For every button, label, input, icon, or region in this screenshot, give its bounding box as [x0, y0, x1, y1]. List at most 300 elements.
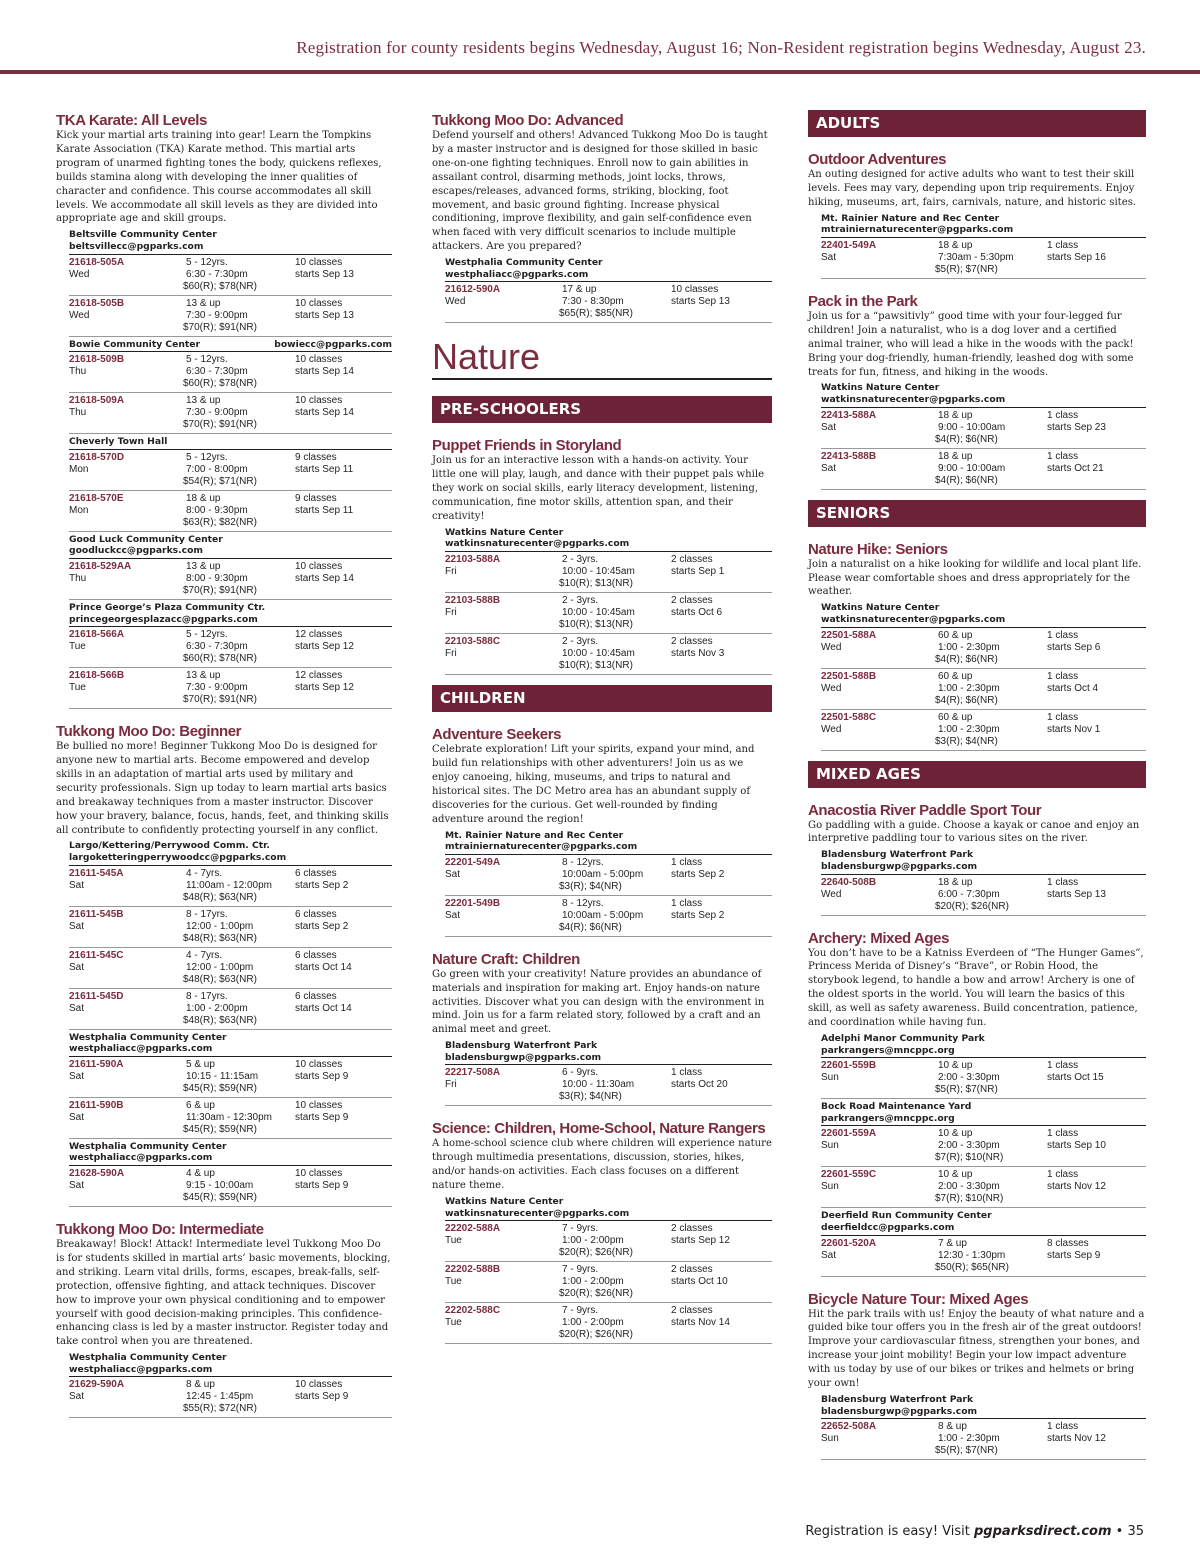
location-header	[821, 213, 1146, 238]
class-time: 10:00 - 10:45am	[562, 607, 635, 619]
class-count: 1 class	[1047, 1128, 1079, 1140]
class-time: 10:15 - 11:15am	[186, 1070, 259, 1082]
location-name: Bladensburg Waterfront Park	[821, 849, 974, 861]
location-header	[69, 1032, 392, 1057]
class-start: starts Oct 14	[295, 961, 352, 973]
class-age: 8 - 17yrs.	[186, 990, 228, 1002]
class-fee: $4(R); $6(NR)	[935, 433, 998, 445]
section-band-mixed-ages: MIXED AGES	[808, 761, 1146, 788]
location-email[interactable]: goodluckcc@pgparks.com	[69, 545, 203, 557]
class-count: 2 classes	[671, 636, 713, 648]
class-start: starts Sep 9	[1047, 1249, 1101, 1261]
class-day: Sat	[69, 1180, 85, 1191]
class-age: 60 & up	[938, 711, 973, 723]
location-header	[69, 339, 392, 353]
class-age: 60 & up	[938, 670, 973, 682]
class-row	[69, 491, 392, 532]
program-description: You don’t have to be a Katniss Everdeen of “The Hunger Games”, Princess Merida of Disney’s “Brave”, or Robin Hood, the storybook legend, to handle a bow and arrow! Archery is one of the oldest sports in the world. You will learn the basics of this skill, as well as safety awareness. Build concentration, patience, and coordination while having fun.	[808, 947, 1144, 1029]
class-age: 5 - 12yrs.	[186, 354, 228, 366]
class-row	[445, 855, 772, 896]
class-count: 1 class	[1047, 670, 1079, 682]
class-row	[69, 450, 392, 491]
location-name: Prince George’s Plaza Community Ctr.	[69, 601, 266, 613]
class-row	[821, 875, 1146, 916]
class-day: Wed	[69, 309, 90, 321]
class-time: 9:00 - 10:00am	[938, 462, 1006, 474]
location-email[interactable]: mtrainiernaturecenter@pgparks.com	[445, 841, 638, 853]
class-start: starts Sep 9	[295, 1070, 349, 1082]
class-row	[69, 989, 392, 1030]
class-row	[821, 1167, 1146, 1208]
class-count: 12 classes	[295, 629, 343, 641]
location-header	[821, 1101, 1146, 1126]
class-count: 2 classes	[671, 595, 713, 607]
class-fee: $4(R); $6(NR)	[935, 694, 998, 706]
class-day: Fri	[445, 566, 457, 578]
program-title: Science: Children, Home-School, Nature Rangers	[432, 1120, 766, 1138]
class-count: 10 classes	[295, 354, 343, 366]
class-time: 1:00 - 2:00pm	[186, 1002, 248, 1014]
location-name: Watkins Nature Center	[821, 602, 940, 614]
class-age: 7 - 9yrs.	[562, 1305, 599, 1317]
page-number: • 35	[1111, 1524, 1144, 1539]
program-section	[808, 930, 1146, 1277]
location-name: Deerfield Run Community Center	[821, 1210, 992, 1222]
class-code: 21611-545B	[69, 908, 124, 920]
class-count: 10 classes	[295, 256, 343, 268]
class-fee: $50(R); $65(NR)	[935, 1261, 1009, 1273]
location-name: Westphalia Community Center	[445, 257, 603, 269]
program-description: Go paddling with a guide. Choose a kayak or canoe and enjoy an interpretive paddling tour to various sites on the river.	[808, 819, 1140, 845]
program-title: Adventure Seekers	[432, 726, 562, 744]
location-row	[69, 339, 392, 351]
location-header	[821, 1210, 1146, 1235]
program-description: A home-school science club where children will experience nature through multimedia presentations, discussion, stories, hikes, and/or hands-on activities. Each class focuses on a different nature theme.	[432, 1138, 772, 1192]
class-day: Sun	[821, 1140, 839, 1152]
class-row	[821, 1236, 1146, 1277]
class-day: Wed	[821, 641, 842, 653]
class-count: 9 classes	[295, 451, 337, 463]
location-header	[821, 849, 1146, 874]
program-section	[56, 723, 392, 1207]
class-fee: $63(R); $82(NR)	[183, 516, 257, 528]
class-code: 21612-590A	[445, 284, 501, 296]
class-start: starts Sep 14	[295, 366, 354, 378]
class-row	[821, 669, 1146, 710]
location-name: Bowie Community Center	[69, 338, 201, 350]
class-code: 22201-549A	[445, 856, 501, 868]
class-fee: $7(R); $10(NR)	[935, 1193, 1004, 1205]
class-count: 1 class	[1047, 711, 1079, 723]
class-count: 1 class	[1047, 629, 1079, 641]
class-time: 11:00am - 12:00pm	[186, 879, 272, 891]
class-code: 22201-549B	[445, 897, 501, 909]
location-email[interactable]: westphaliacc@pgparks.com	[445, 268, 589, 280]
class-code: 21628-590A	[69, 1168, 125, 1179]
class-code: 22103-588C	[445, 636, 501, 648]
program-description: Kick your martial arts training into gear! Learn the Tompkins Karate Association (TKA) Karate method. This martial arts program of unarmed fighting tones the body, quickens reflexes, builds stamina along with developing the inner qualities of character and confidence. This course accommodates all skill levels. We accommodate all skill levels as they are divided into appropriate age and skill groups.	[56, 130, 382, 225]
class-age: 4 - 7yrs.	[186, 949, 223, 961]
class-count: 2 classes	[671, 1223, 713, 1235]
class-start: starts Sep 2	[671, 868, 725, 880]
class-row	[445, 1262, 772, 1303]
footer-text: Registration is easy! Visit	[805, 1524, 974, 1539]
class-time: 10:00am - 5:00pm	[562, 909, 644, 921]
class-row	[821, 238, 1146, 279]
class-fee: $20(R); $26(NR)	[935, 900, 1009, 912]
class-fee: $45(R); $59(NR)	[183, 1082, 257, 1094]
class-row	[821, 710, 1146, 751]
location-email[interactable]: mtrainiernaturecenter@pgparks.com	[821, 224, 1014, 236]
class-start: starts Nov 12	[1047, 1433, 1106, 1445]
class-time: 1:00 - 2:30pm	[938, 682, 1000, 694]
location-name: Watkins Nature Center	[821, 382, 940, 394]
class-row	[69, 296, 392, 337]
class-time: 1:00 - 2:30pm	[938, 1433, 1000, 1445]
location-email[interactable]: deerfieldcc@pgparks.com	[821, 1221, 955, 1233]
program-title: Tukkong Moo Do: Beginner	[56, 723, 242, 741]
class-age: 18 & up	[938, 409, 973, 421]
class-start: starts Sep 14	[295, 407, 354, 419]
class-row	[69, 866, 392, 907]
class-age: 5 - 12yrs.	[186, 451, 228, 463]
program-section	[56, 112, 392, 709]
class-day: Sat	[821, 421, 837, 433]
location-header	[821, 1394, 1146, 1419]
location-name: Bladensburg Waterfront Park	[821, 1393, 974, 1405]
class-code: 22202-588B	[445, 1264, 501, 1276]
location-name: Bladensburg Waterfront Park	[445, 1040, 598, 1052]
class-fee: $65(R); $85(NR)	[559, 308, 633, 320]
class-age: 13 & up	[186, 670, 221, 682]
class-start: starts Sep 16	[1047, 251, 1106, 263]
class-fee: $20(R); $26(NR)	[559, 1247, 633, 1259]
class-start: starts Sep 9	[295, 1111, 349, 1123]
class-fee: $10(R); $13(NR)	[559, 619, 633, 631]
class-count: 1 class	[1047, 239, 1079, 251]
class-row	[445, 1221, 772, 1262]
page-footer	[805, 1524, 1144, 1539]
class-day: Wed	[445, 296, 466, 308]
class-start: starts Sep 12	[295, 682, 354, 694]
class-code: 21611-590A	[69, 1058, 124, 1070]
column-right	[808, 110, 1146, 1470]
location-header	[821, 1033, 1146, 1058]
class-day: Sat	[821, 462, 837, 474]
class-start: starts Sep 2	[671, 909, 725, 921]
program-title: Tukkong Moo Do: Advanced	[432, 112, 624, 129]
footer-site-link[interactable]: pgparksdirect.com	[974, 1524, 1112, 1539]
class-fee: $5(R); $7(NR)	[935, 1445, 998, 1457]
location-email[interactable]: watkinsnaturecenter@pgparks.com	[445, 538, 630, 550]
class-day: Sat	[69, 961, 85, 973]
class-time: 2:00 - 3:30pm	[938, 1140, 1000, 1152]
class-start: starts Sep 13	[295, 268, 354, 280]
location-name: Largo/Kettering/Perrywood Comm. Ctr.	[69, 840, 270, 852]
class-count: 6 classes	[295, 990, 337, 1002]
class-age: 5 - 12yrs.	[186, 256, 228, 268]
class-code: 21618-505A	[69, 256, 125, 268]
class-fee: $10(R); $13(NR)	[559, 660, 633, 672]
location-name: Bock Road Maintenance Yard	[821, 1101, 972, 1113]
class-start: starts Sep 9	[295, 1180, 349, 1191]
program-description: Join us for a “pawsitivly” good time with your four-legged fur children! Join a naturalist, who is a dog lover and a certified animal trainer, who will lead a hike in the woods with the pack! Bring your dog-friendly, human-friendly, leashed dog with some treats for fun, fitness, and hiking in the woods.	[808, 310, 1134, 378]
class-start: starts Sep 11	[295, 504, 354, 516]
class-day: Tue	[69, 682, 86, 694]
class-time: 12:00 - 1:00pm	[186, 920, 254, 932]
class-time: 7:30 - 8:30pm	[562, 296, 624, 308]
class-count: 1 class	[1047, 1060, 1079, 1072]
class-count: 1 class	[1047, 450, 1079, 462]
class-age: 8 - 17yrs.	[186, 908, 228, 920]
class-count: 8 classes	[1047, 1237, 1089, 1249]
location-email[interactable]: parkrangers@mncppc.org	[821, 1112, 955, 1124]
class-row	[69, 1166, 392, 1207]
class-count: 1 class	[671, 856, 703, 868]
location-email[interactable]: princegeorgesplazacc@pgparks.com	[69, 613, 258, 625]
class-age: 13 & up	[186, 560, 221, 572]
class-start: starts Nov 3	[671, 648, 725, 660]
class-day: Sat	[69, 920, 85, 932]
class-age: 4 - 7yrs.	[186, 867, 223, 879]
nature-heading: Nature	[432, 337, 772, 380]
class-start: starts Oct 14	[295, 1002, 352, 1014]
class-fee: $45(R); $59(NR)	[183, 1192, 257, 1203]
class-time: 10:00am - 5:00pm	[562, 868, 644, 880]
class-start: starts Sep 23	[1047, 421, 1106, 433]
class-time: 12:30 - 1:30pm	[938, 1249, 1006, 1261]
class-day: Sat	[69, 879, 85, 891]
class-row	[69, 907, 392, 948]
class-count: 10 classes	[295, 395, 343, 407]
class-start: starts Nov 1	[1047, 723, 1101, 735]
class-count: 1 class	[1047, 876, 1079, 888]
class-count: 1 class	[671, 897, 703, 909]
program-title: Bicycle Nature Tour: Mixed Ages	[808, 1290, 1029, 1308]
class-code: 21629-590A	[69, 1379, 125, 1391]
class-day: Wed	[69, 268, 90, 280]
class-day: Sat	[69, 1002, 85, 1014]
location-name: Westphalia Community Center	[69, 1031, 227, 1043]
class-age: 8 & up	[186, 1379, 215, 1391]
location-header	[69, 840, 392, 865]
program-title: Nature Hike: Seniors	[808, 540, 948, 558]
class-start: starts Nov 12	[1047, 1181, 1106, 1193]
program-description: Hit the park trails with us! Enjoy the beauty of what nature and a guided bike tour offers you in the fresh air of the great outdoors! Improve your cardiovascular fitness, strengthen your bones, and increase your joint mobility! Begin your low impact adventure with us today by use of our bikes or trikes and helmets or bring your own!	[808, 1308, 1145, 1390]
location-email[interactable]: watkinsnaturecenter@pgparks.com	[821, 394, 1006, 406]
location-name: Mt. Rainier Nature and Rec Center	[821, 212, 1000, 224]
class-count: 10 classes	[671, 284, 719, 296]
class-fee: $70(R); $91(NR)	[183, 419, 257, 431]
class-age: 2 - 3yrs.	[562, 554, 599, 566]
location-header	[821, 602, 1146, 627]
location-email[interactable]: westphaliacc@pgparks.com	[69, 1152, 213, 1164]
location-email[interactable]: beltsvillecc@pgparks.com	[69, 240, 204, 252]
class-row	[445, 1303, 772, 1344]
class-row	[69, 352, 392, 393]
class-start: starts Oct 21	[1047, 462, 1104, 474]
class-code: 21618-509A	[69, 395, 125, 407]
program-description: Go green with your creativity! Nature provides an abundance of materials and inspiration for making art. Enjoy hands-on nature activities. Discover what you can design with the environment in mind. Join us for a farm related story, followed by a craft and an animal meet and greet.	[432, 968, 765, 1036]
class-code: 21618-570E	[69, 492, 124, 504]
location-header	[69, 436, 392, 450]
class-age: 7 & up	[938, 1237, 967, 1249]
class-start: starts Sep 6	[1047, 641, 1101, 653]
program-title: Nature Craft: Children	[432, 950, 580, 968]
location-header	[445, 1040, 772, 1065]
class-day: Sat	[821, 1249, 837, 1261]
program-title: Puppet Friends in Storyland	[432, 437, 622, 455]
class-start: starts Oct 10	[671, 1276, 728, 1288]
class-count: 2 classes	[671, 554, 713, 566]
location-email[interactable]: westphaliacc@pgparks.com	[69, 1043, 213, 1055]
location-header	[69, 1141, 392, 1166]
class-age: 8 & up	[938, 1421, 967, 1433]
class-row	[69, 1057, 392, 1098]
class-fee: $48(R); $63(NR)	[183, 932, 257, 944]
class-row	[821, 1058, 1146, 1099]
program-title: Outdoor Adventures	[808, 151, 947, 168]
class-start: starts Sep 13	[671, 296, 730, 308]
class-row	[821, 408, 1146, 449]
column-left	[56, 110, 392, 1428]
class-fee: $3(R); $4(NR)	[559, 1091, 622, 1103]
program-title: Pack in the Park	[808, 292, 918, 310]
class-code: 22413-588B	[821, 450, 877, 462]
class-start: starts Oct 4	[1047, 682, 1099, 694]
registration-banner: Registration for county residents begins Wednesday, August 16; Non-Resident registration begins Wednesday, August 23.	[296, 38, 1146, 57]
class-day: Sun	[821, 1072, 839, 1084]
program-description: Defend yourself and others! Advanced Tukkong Moo Do is taught by a master instructor and is designed for those skilled in basic one-on-one fighting techniques. Enroll now to gain abilities in assailant control, disarming methods, joint locks, throws, escapes/releases, advanced forms, striking, blocking, foot movement, and basic ground fighting. Increase physical conditioning, improve flexibility, and gain self-confidence even when faced with very difficult scenarios to include multiple attackers. Are you prepared?	[432, 130, 768, 253]
program-description: Join us for an interactive lesson with a hands-on activity. Your little one will play, laugh, and dance with their puppet pals while they work on social skills, early literacy development, listening, communication, fine motor skills, attention span, and their creativity!	[432, 455, 765, 522]
class-day: Mon	[69, 463, 89, 475]
class-start: starts Sep 13	[1047, 888, 1106, 900]
class-age: 10 & up	[938, 1169, 973, 1181]
location-email[interactable]: westphaliacc@pgparks.com	[69, 1363, 213, 1375]
class-code: 21611-545C	[69, 949, 124, 961]
class-day: Sat	[69, 1070, 85, 1082]
class-age: 18 & up	[938, 876, 973, 888]
class-code: 21611-545D	[69, 990, 124, 1002]
program-description: Breakaway! Block! Attack! Intermediate level Tukkong Moo Do is for students skilled in martial arts’ basic movements, blocking, and striking. Learn vital drills, forms, escapes, break-falls, self-protection, offensive fighting, and attack techniques. Discover how to improve your own physical conditioning and to empower yourself with good decision-making principles. This confidence-enhancing class is led by a master instructor. Register today and take control when you are threatened.	[56, 1239, 391, 1348]
class-time: 12:45 - 1:45pm	[186, 1391, 254, 1403]
location-email[interactable]: largoketteringperrywoodcc@pgparks.com	[69, 852, 287, 864]
location-name: Beltsville Community Center	[69, 229, 217, 241]
class-time: 10:00 - 10:45am	[562, 648, 635, 660]
class-count: 2 classes	[671, 1305, 713, 1317]
class-time: 12:00 - 1:00pm	[186, 961, 254, 973]
class-day: Sat	[445, 868, 461, 880]
location-header	[445, 830, 772, 855]
class-age: 13 & up	[186, 297, 221, 309]
class-age: 18 & up	[186, 492, 221, 504]
location-email[interactable]: bowiecc@pgparks.com	[274, 338, 392, 350]
class-fee: $60(R); $78(NR)	[183, 280, 257, 292]
class-age: 7 - 9yrs.	[562, 1264, 599, 1276]
class-time: 8:00 - 9:30pm	[186, 504, 248, 516]
class-code: 21611-545A	[69, 867, 124, 879]
class-day: Wed	[821, 888, 842, 900]
class-code: 22601-520A	[821, 1237, 877, 1249]
class-count: 10 classes	[295, 1168, 343, 1179]
program-section	[432, 1120, 772, 1344]
class-age: 10 & up	[938, 1060, 973, 1072]
class-age: 17 & up	[562, 284, 597, 296]
class-start: starts Oct 15	[1047, 1072, 1104, 1084]
location-email[interactable]: watkinsnaturecenter@pgparks.com	[821, 613, 1006, 625]
location-name: Adelphi Manor Community Park	[821, 1032, 985, 1044]
class-time: 7:30am - 5:30pm	[938, 251, 1014, 263]
location-header	[445, 257, 772, 282]
class-count: 6 classes	[295, 867, 337, 879]
class-code: 21618-505B	[69, 297, 125, 309]
class-age: 4 & up	[186, 1168, 215, 1179]
class-row	[69, 1377, 392, 1418]
section-band-children: CHILDREN	[432, 685, 772, 712]
class-row	[69, 393, 392, 434]
class-fee: $20(R); $26(NR)	[559, 1288, 633, 1300]
class-fee: $48(R); $63(NR)	[183, 891, 257, 903]
program-section	[432, 437, 772, 675]
class-age: 10 & up	[938, 1128, 973, 1140]
class-start: starts Sep 1	[671, 566, 725, 578]
class-count: 6 classes	[295, 908, 337, 920]
class-fee: $54(R); $71(NR)	[183, 475, 257, 487]
class-row	[445, 282, 772, 323]
class-start: starts Sep 14	[295, 572, 354, 584]
class-age: 6 - 9yrs.	[562, 1067, 599, 1079]
class-day: Sat	[445, 909, 461, 921]
location-email[interactable]: parkrangers@mncppc.org	[821, 1044, 955, 1056]
class-fee: $55(R); $72(NR)	[183, 1403, 257, 1415]
class-day: Sat	[69, 1391, 85, 1403]
location-email[interactable]: bladensburgwp@pgparks.com	[821, 860, 978, 872]
header-rule	[0, 70, 1200, 74]
class-day: Thu	[69, 407, 87, 419]
class-age: 13 & up	[186, 395, 221, 407]
class-age: 2 - 3yrs.	[562, 595, 599, 607]
class-time: 1:00 - 2:30pm	[938, 641, 1000, 653]
class-code: 22640-508B	[821, 876, 877, 888]
class-time: 6:30 - 7:30pm	[186, 268, 248, 280]
program-section	[808, 541, 1146, 751]
class-fee: $3(R); $4(NR)	[559, 880, 622, 892]
class-count: 1 class	[671, 1067, 703, 1079]
location-name: Westphalia Community Center	[69, 1352, 227, 1364]
class-day: Sat	[821, 251, 837, 263]
location-email[interactable]: bladensburgwp@pgparks.com	[445, 1051, 602, 1063]
class-count: 10 classes	[295, 1379, 343, 1391]
class-count: 10 classes	[295, 297, 343, 309]
class-day: Sun	[821, 1181, 839, 1193]
class-time: 11:30am - 12:30pm	[186, 1111, 272, 1123]
location-name: Cheverly Town Hall	[69, 436, 168, 448]
class-start: starts Sep 11	[295, 463, 354, 475]
location-email[interactable]: watkinsnaturecenter@pgparks.com	[445, 1207, 630, 1219]
section-band-seniors: SENIORS	[808, 500, 1146, 527]
class-code: 22501-588C	[821, 711, 877, 723]
class-code: 22652-508A	[821, 1421, 877, 1433]
class-time: 6:30 - 7:30pm	[186, 641, 248, 653]
section-band-preschoolers: PRE-SCHOOLERS	[432, 396, 772, 423]
class-row	[69, 559, 392, 600]
class-fee: $3(R); $4(NR)	[935, 735, 998, 747]
class-fee: $48(R); $63(NR)	[183, 973, 257, 985]
location-email[interactable]: bladensburgwp@pgparks.com	[821, 1405, 978, 1417]
class-day: Fri	[445, 648, 457, 660]
class-age: 2 - 3yrs.	[562, 636, 599, 648]
class-day: Tue	[445, 1317, 462, 1329]
